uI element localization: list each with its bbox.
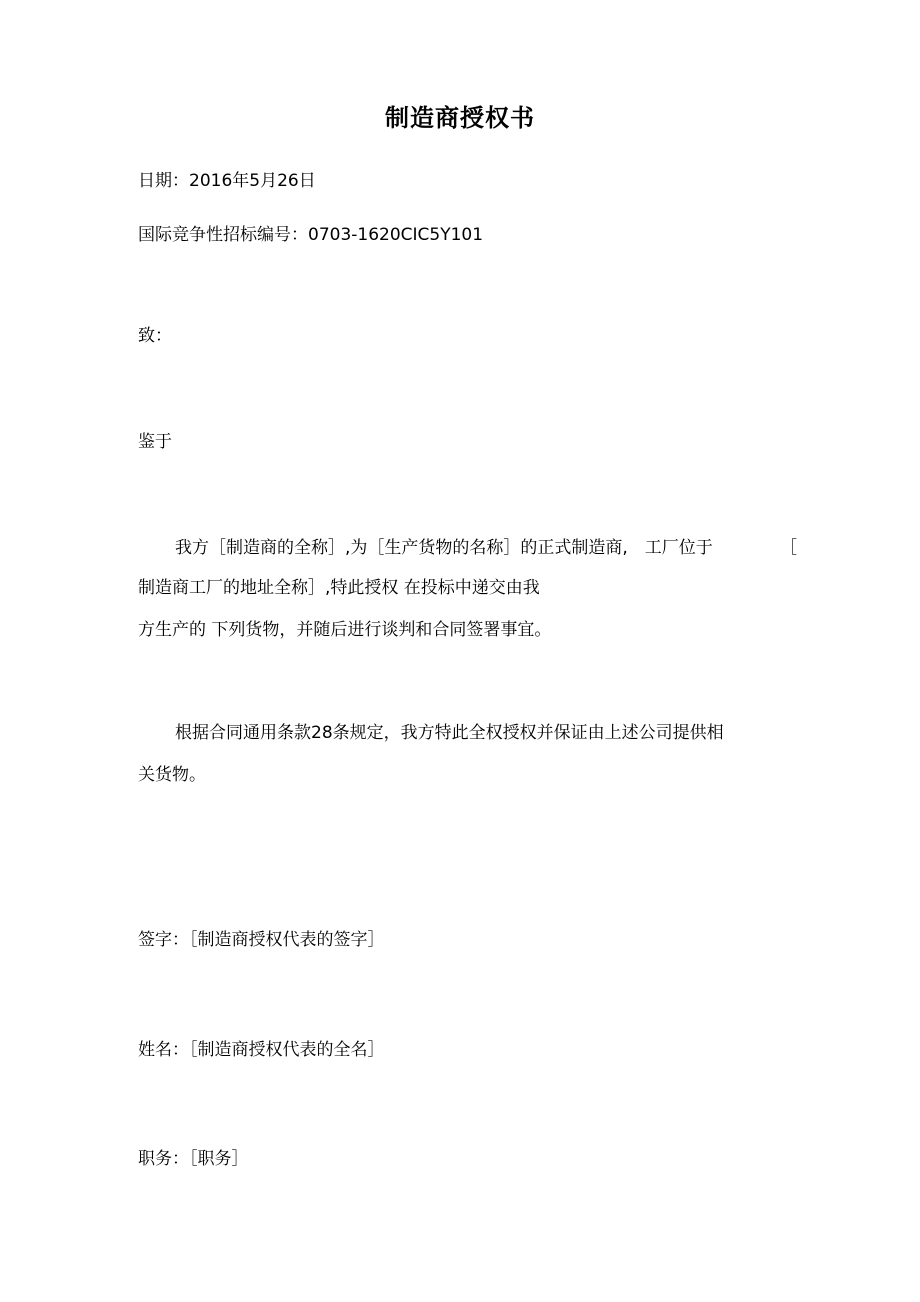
paragraph1-line1 xyxy=(175,537,797,559)
paragraph1-line1-bracket: ［ xyxy=(780,538,797,558)
paragraph1-line3: 方生产的 下列货物，并随后进行谈判和合同签署事宜。 xyxy=(138,620,552,640)
addressee-line: 致： xyxy=(138,326,172,346)
document-title: 制造商授权书 xyxy=(385,104,535,132)
paragraph1-line2: 制造商工厂的地址全称］,特此授权 在投标中递交由我 xyxy=(138,578,540,598)
paragraph2-line1: 根据合同通用条款28条规定，我方特此全权授权并保证由上述公司提供相 xyxy=(175,723,724,743)
date-line: 日期：2016年5月26日 xyxy=(138,171,316,191)
name-line: 姓名：［制造商授权代表的全名］ xyxy=(138,1040,385,1060)
paragraph2-line2: 关货物。 xyxy=(138,765,206,785)
position-line: 职务：［职务］ xyxy=(138,1149,249,1169)
whereas-line: 鉴于 xyxy=(138,432,172,452)
signature-line: 签字：［制造商授权代表的签字］ xyxy=(138,930,385,950)
paragraph1-line1-text: 我方［制造商的全称］,为［生产货物的名称］的正式制造商, 工厂位于 xyxy=(175,538,713,558)
bid-number-line: 国际竞争性招标编号：0703-1620CIC5Y101 xyxy=(138,225,484,245)
